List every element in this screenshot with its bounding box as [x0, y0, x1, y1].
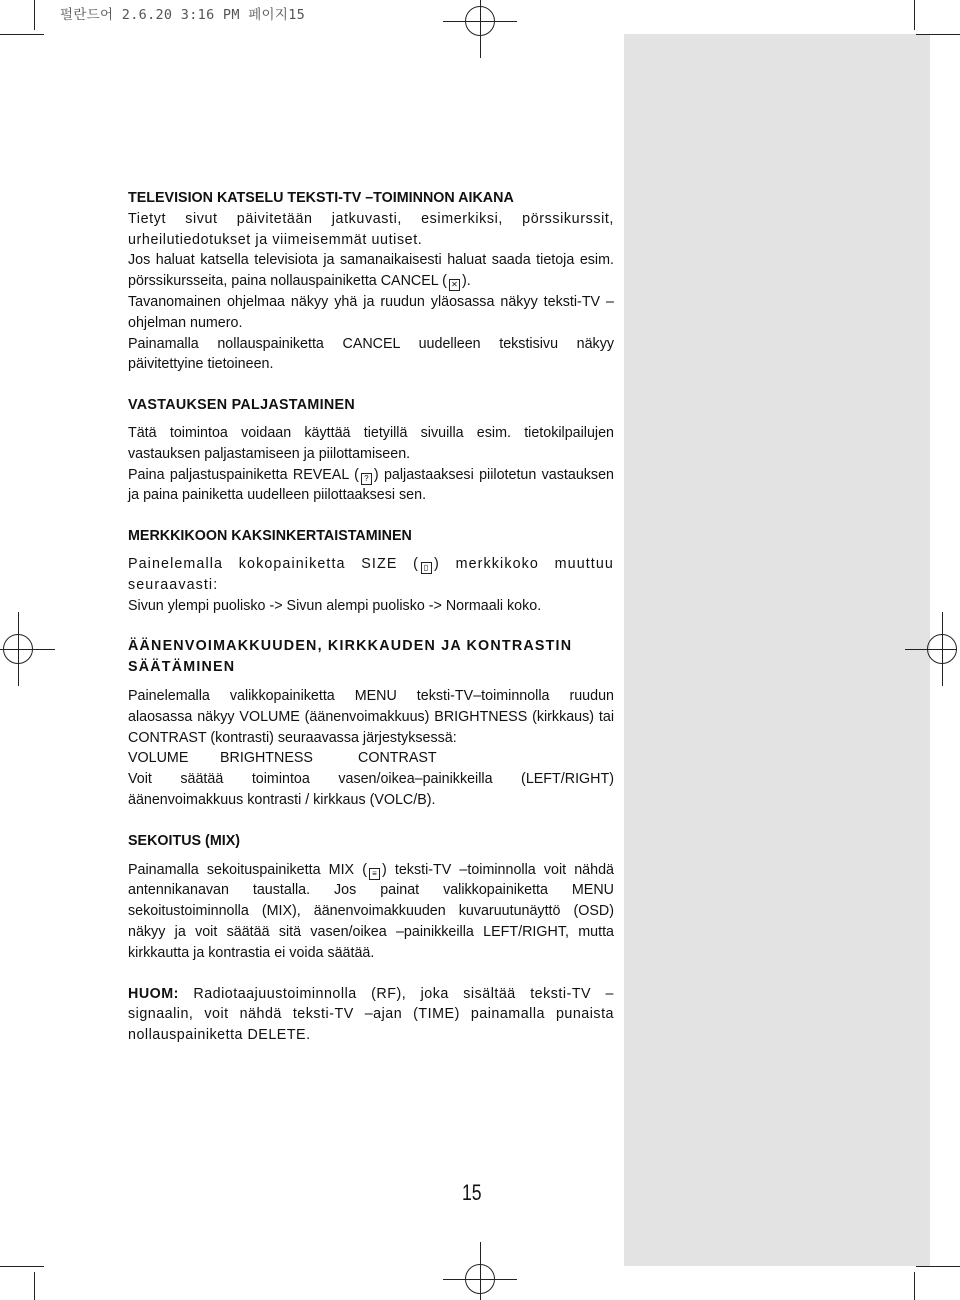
crop-mark	[34, 0, 35, 30]
crop-mark	[34, 1272, 35, 1300]
cancel-icon: ✕	[449, 279, 460, 291]
reveal-icon: ?	[361, 473, 372, 485]
mix-icon: ≡	[369, 868, 380, 880]
paragraph: Voit säätää toimintoa vasen/oikea–painikkeilla (LEFT/RIGHT) äänenvoimakkuus kontrasti / kirkkaus (VOLC/B).	[128, 771, 614, 808]
crop-mark	[914, 1272, 915, 1300]
gray-margin-band	[624, 34, 930, 1266]
section-mix	[128, 831, 614, 964]
sequence-item-contrast: CONTRAST	[358, 750, 437, 767]
note-label: HUOM:	[128, 985, 179, 1002]
paragraph: Painamalla sekoituspainiketta MIX ( ≡ ) teksti-TV –toiminnolla voit nähdä antennikanavan taustalla. Jos painat valikkopainiketta MENU sekoitustoiminnolla (MIX), äänenvoimakkuuden kuvaruutunäyttö (OSD) näkyy ja voit säätää sitä vasen/oikea –painikkeilla LEFT/RIGHT, mutta kirkkautta ja kontrastia ei voida säätää.	[128, 861, 614, 961]
page-number: 15	[462, 1180, 482, 1205]
section-title: ÄÄNENVOIMAKKUUDEN, KIRKKAUDEN JA KONTRASTIN SÄÄTÄMINEN	[128, 638, 573, 676]
crop-mark	[0, 1266, 44, 1267]
paragraph: Jos haluat katsella televisiota ja samanaikaisesti haluat saada tietoja esim. pörssikursseita, paina nollauspainiketta CANCEL ( ✕ ).	[128, 252, 614, 290]
section-volume-brightness-contrast	[128, 636, 614, 810]
section-title: TELEVISION KATSELU TEKSTI-TV –TOIMINNON AIKANA	[128, 190, 514, 206]
paragraph: Painamalla nollauspainiketta CANCEL uudelleen tekstisivu näkyy päivitettyine tietoineen.	[128, 335, 614, 373]
section-title: SEKOITUS (MIX)	[128, 832, 240, 849]
section-size	[128, 526, 614, 616]
paragraph: Paina paljastuspainiketta REVEAL ( ? ) paljastaaksesi piilotetun vastauksen ja paina painiketta uudelleen piilottaaksesi sen.	[128, 466, 614, 504]
adjustment-sequence	[128, 748, 614, 769]
paragraph: Sivun ylempi puolisko -> Sivun alempi puolisko -> Normaali koko.	[128, 597, 542, 614]
crop-mark	[0, 34, 44, 35]
section-title: MERKKIKOON KAKSINKERTAISTAMINEN	[128, 528, 412, 545]
size-icon: ▯	[421, 562, 432, 574]
sequence-item-volume: VOLUME	[128, 750, 189, 767]
sequence-item-brightness: BRIGHTNESS	[220, 750, 313, 767]
paragraph: Painelemalla valikkopainiketta MENU teksti-TV–toiminnolla ruudun alaosassa näkyy VOLUME (äänenvoimakkuus) BRIGHTNESS (kirkkaus) tai CONTRAST (kontrasti) seuraavassa järjestyksessä:	[128, 687, 614, 746]
section-teletext-tv-viewing	[128, 188, 614, 375]
paragraph: Painelemalla kokopainiketta SIZE ( ▯ ) merkkikoko muuttuu seuraavasti:	[128, 555, 614, 593]
print-header: 펄란드어 2.6.20 3:16 PM 페이지15	[60, 7, 306, 23]
crop-mark	[916, 34, 960, 35]
section-reveal	[128, 395, 614, 506]
paragraph: Tavanomainen ohjelmaa näkyy yhä ja ruudun yläosassa näkyy teksti-TV –ohjelman numero.	[128, 293, 614, 331]
crop-mark	[914, 0, 915, 30]
manual-page-content	[128, 188, 614, 1046]
note-paragraph	[128, 984, 614, 1046]
section-title: VASTAUKSEN PALJASTAMINEN	[128, 397, 355, 414]
crop-mark	[916, 1266, 960, 1267]
note-text: Radiotaajuustoiminnolla (RF), joka sisältää teksti-TV –signaalin, voit nähdä teksti-TV –ajan (TIME) painamalla punaista nollauspainiketta DELETE.	[128, 985, 614, 1044]
paragraph: Tätä toimintoa voidaan käyttää tietyillä sivuilla esim. tietokilpailujen vastauksen paljastamiseen ja piilottamiseen.	[128, 424, 614, 462]
paragraph: Tietyt sivut päivitetään jatkuvasti, esimerkiksi, pörssikurssit, urheilutiedotukset ja viimeisemmät uutiset.	[128, 210, 614, 248]
